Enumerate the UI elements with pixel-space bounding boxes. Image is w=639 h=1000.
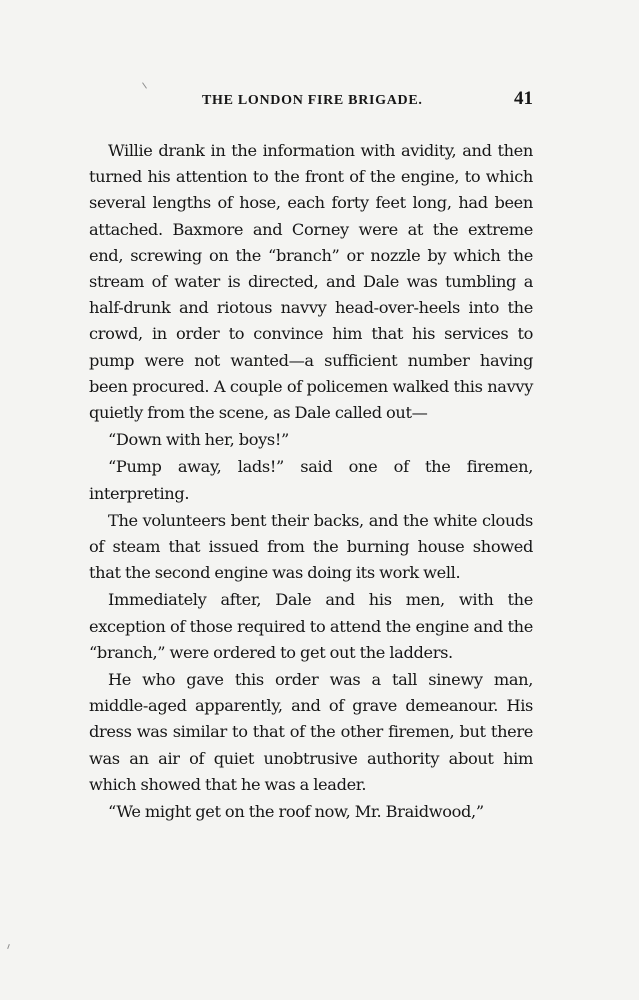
- paragraph: The volunteers bent their backs, and the white clouds of steam that issued from the burning house showed that the second engine was doing its work well.: [89, 510, 533, 583]
- paper-mark: [7, 944, 10, 949]
- paragraph: Immediately after, Dale and his men, with the exception of those required to attend the engine and the “branch,” were ordered to get out the ladders.: [89, 590, 533, 662]
- running-title: THE LONDON FIRE BRIGADE.: [202, 93, 423, 108]
- paragraph: He who gave this order was a tall sinewy man, middle-aged apparently, and of grave demeanour. His dress was similar to that of the other firemen, but there was an air of quiet unobtrusive authority about him which showed that he was a leader.: [89, 670, 533, 794]
- page-number: 41: [514, 88, 533, 109]
- paragraph: “Pump away, lads!” said one of the firemen, interpreting.: [89, 457, 533, 503]
- running-head: [120, 88, 540, 114]
- paragraph: “We might get on the roof now, Mr. Braidwood,”: [108, 802, 484, 822]
- paragraph: Willie drank in the information with avidity, and then turned his attention to the front of the engine, to which several lengths of hose, each forty feet long, had been attached. Baxmore and Corney were at the extreme end, screwing on the “branch” or nozzle by which the stream of water is directed, and Dale was tumbling a half-drunk and riotous navvy head-over-heels into the crowd, in order to convince him that his services to pump were not wanted—a sufficient number having been procured. A couple of policemen walked this navvy quietly from the scene, as Dale called out—: [89, 141, 533, 423]
- body-text: [89, 138, 533, 825]
- paragraph: “Down with her, boys!”: [108, 430, 289, 450]
